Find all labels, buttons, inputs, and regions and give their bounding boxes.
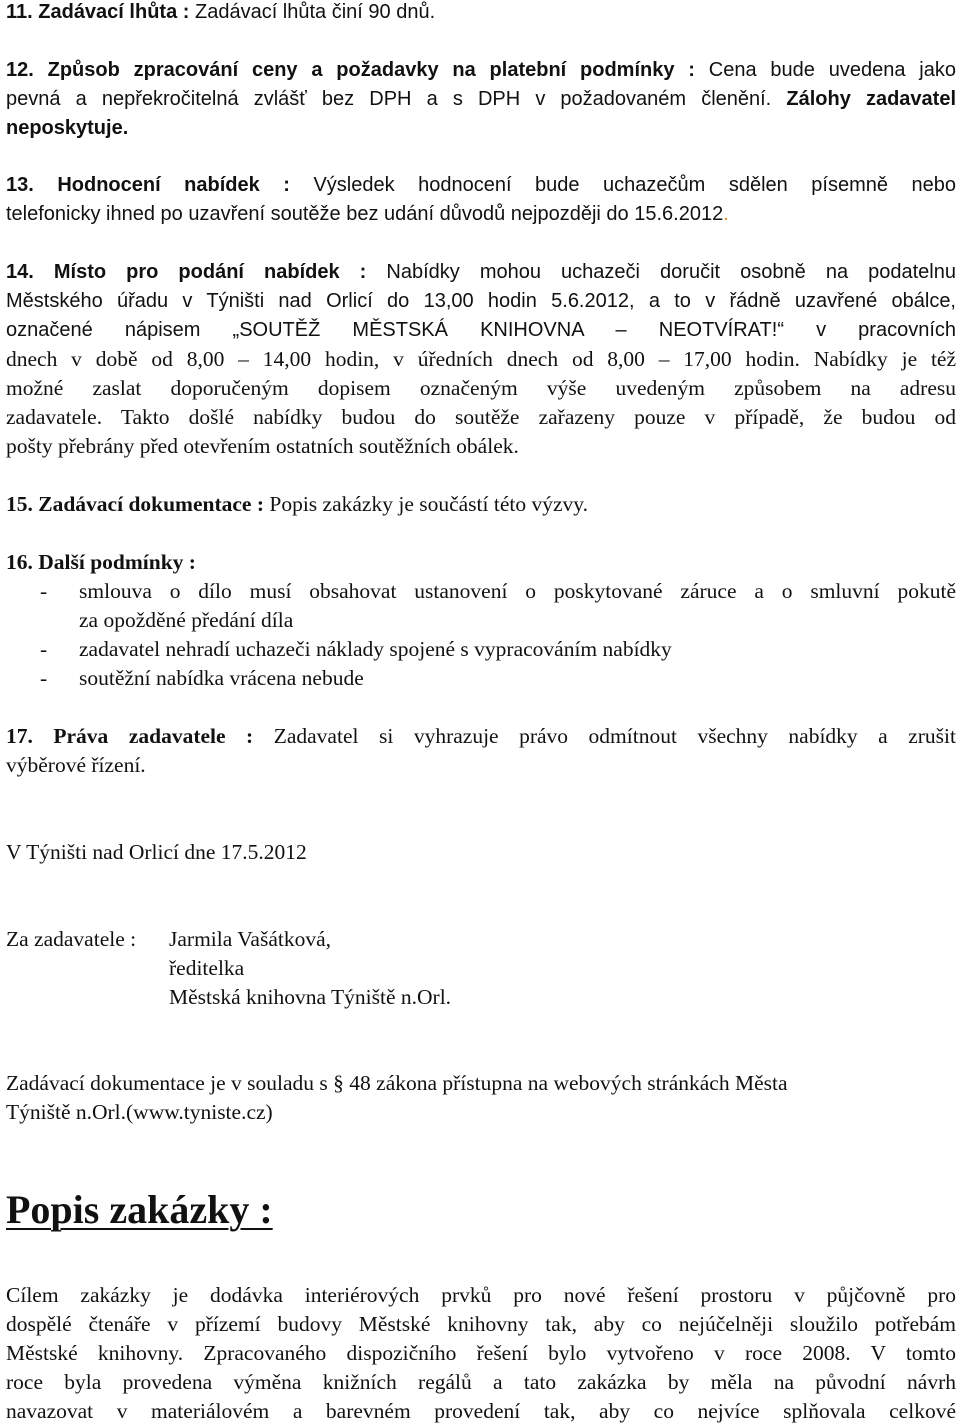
section-11-text: Zadávací lhůta činí 90 dnů.	[194, 1, 436, 23]
section-12-advance-note: Zálohy zadavatel	[786, 88, 956, 110]
section-14-line-5: možné zaslat doporučeným dopisem označeným výše uvedeným způsobem na adresu	[6, 376, 956, 400]
popis-heading: Popis zakázky :	[6, 1187, 273, 1232]
section-15: 15. Zadávací dokumentace : Popis zakázky je součástí této výzvy.	[6, 492, 589, 516]
section-12-line-1	[6, 56, 956, 85]
section-13-line-2: telefonicky ihned po uzavření soutěže bez udání důvodů nejpozději do 15.6.2012.	[6, 203, 729, 225]
section-14-label: 14. Místo pro podání nabídek :	[6, 261, 367, 283]
section-14-line-2: Městského úřadu v Týništi nad Orlicí do 13,00 hodin 5.6.2012, a to v řádně uzavřené obálce,	[6, 290, 956, 312]
popis-line-1: Cílem zakázky je dodávka interiérových prvků pro nové řešení prostoru v půjčovně pro	[6, 1283, 956, 1307]
section-16-label: 16. Další podmínky :	[6, 550, 196, 574]
place-date: V Týništi nad Orlicí dne 17.5.2012	[6, 840, 307, 864]
popis-line-2: dospělé čtenáře v přízemí budovy Městské knihovny tak, aby co nejúčelněji sloužilo potřebám	[6, 1312, 956, 1336]
popis-line-4: roce byla provedena výměna knižních regálů a tato zakázka by měla na původní návrh	[6, 1370, 956, 1394]
signature-label: Za zadavatele :	[6, 927, 137, 951]
section-17-line-1: 17. Práva zadavatele : Zadavatel si vyhrazuje právo odmítnout všechny nabídky a zrušit	[6, 724, 956, 748]
accent-dot: .	[723, 203, 729, 225]
section-12-text: Cena bude uvedena jako	[708, 59, 956, 81]
section-14-line-1: 14. Místo pro podání nabídek : Nabídky mohou uchazeči doručit osobně na podatelnu	[6, 261, 956, 283]
section-11	[6, 0, 956, 27]
section-11-label: 11. Zadávací lhůta :	[6, 1, 190, 23]
popis-line-3: Městské knihovny. Zpracovaného dispozičního řešení bylo vytvořeno v roce 2008. V tomto	[6, 1341, 956, 1365]
section-12-label: 12. Způsob zpracování ceny a požadavky na platební podmínky :	[6, 59, 695, 81]
signature-role: ředitelka	[169, 956, 245, 980]
signature-name: Jarmila Vašátková,	[169, 927, 332, 951]
signature-line-1	[6, 925, 956, 954]
section-13-label: 13. Hodnocení nabídek :	[6, 174, 290, 196]
section-13-line-1: 13. Hodnocení nabídek : Výsledek hodnocení bude uchazečům sdělen písemně nebo	[6, 174, 956, 196]
section-14-line-3: označené nápisem „SOUTĚŽ MĚSTSKÁ KNIHOVNA – NEOTVÍRAT!“ v pracovních	[6, 319, 957, 341]
section-12-line-2: pevná a nepřekročitelná zvlášť bez DPH a s DPH v požadovaném členění. Zálohy zadavatel	[6, 88, 956, 110]
popis-line-5: navazovat v materiálovém a barevném provedení tak, aby co nejvíce splňovala celkové	[6, 1399, 956, 1423]
section-14-line-6: zadavatele. Takto došlé nabídky budou do soutěže zařazeny pouze v případě, že budou od	[6, 405, 956, 429]
section-12-line-3: neposkytuje.	[6, 117, 129, 139]
note-line-2: Týniště n.Orl.(www.tyniste.cz)	[6, 1100, 273, 1124]
note-line-1: Zadávací dokumentace je v souladu s § 48 zákona přístupna na webových stránkách Města	[6, 1071, 788, 1095]
section-14-line-4: dnech v době od 8,00 – 14,00 hodin, v úředních dnech od 8,00 – 17,00 hodin. Nabídky je též	[6, 347, 957, 371]
section-17-line-2: výběrové řízení.	[6, 753, 146, 777]
section-17-label: 17. Práva zadavatele :	[6, 724, 254, 748]
section-15-label: 15. Zadávací dokumentace :	[6, 492, 264, 516]
section-14-line-7: pošty přebrány před otevřením ostatních soutěžních obálek.	[6, 434, 519, 458]
signature-org: Městská knihovna Týniště n.Orl.	[169, 985, 452, 1009]
